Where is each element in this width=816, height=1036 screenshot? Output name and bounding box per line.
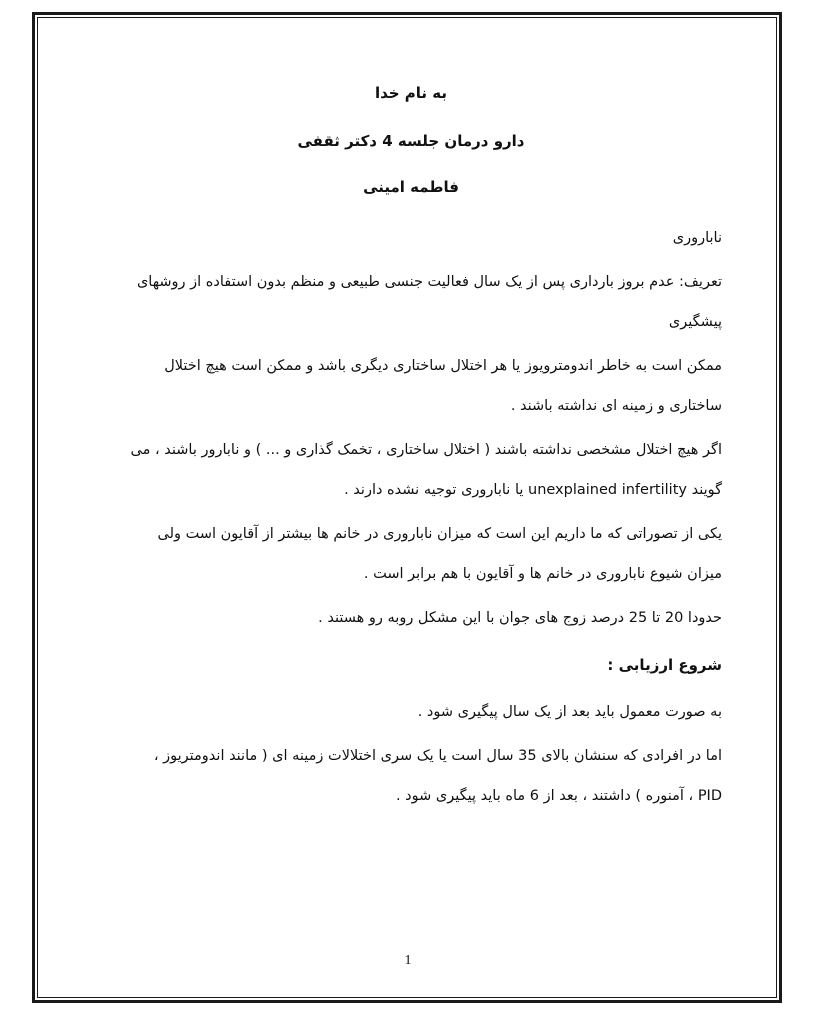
- title-author: فاطمه امینی: [363, 178, 459, 196]
- paragraph-line-5: اگر هیچ اختلال مشخصی نداشته باشند ( اختلال ساختاری ، تخمک گذاری و ... ) و نابارور باشند ، می: [130, 442, 722, 458]
- section-label: ناباروری: [672, 230, 722, 246]
- paragraph-line-11: اما در افرادی که سنشان بالای 35 سال است یا یک سری اختلالات زمینه ای ( مانند اندومتریوز ،: [153, 748, 722, 764]
- page-number: 1: [404, 953, 412, 968]
- definition-line-1: تعریف: عدم بروز بارداری پس از یک سال فعالیت جنسی طبیعی و منظم بدون استفاده از روشهای: [136, 274, 722, 290]
- paragraph-line-10: به صورت معمول باید بعد از یک سال پیگیری شود .: [417, 704, 722, 720]
- title-basmala: به نام خدا: [374, 84, 448, 102]
- paragraph-line-8: میزان شیوع ناباروری در خانم ها و آقایون با هم برابر است .: [363, 566, 722, 582]
- paragraph-line-3: ممکن است به خاطر اندومترویوز یا هر اختلال ساختاری دیگری باشد و ممکن است هیچ اختلال: [164, 358, 722, 374]
- title-session: دارو درمان جلسه 4 دکتر ثقفی: [297, 132, 525, 150]
- paragraph-line-4: ساختاری و زمینه ای نداشته باشند .: [510, 398, 722, 414]
- paragraph-line-7: یکی از تصوراتی که ما داریم این است که میزان ناباروری در خانم ها بیشتر از آقایون است ولی: [157, 526, 722, 542]
- page-border-inner: [37, 17, 777, 998]
- paragraph-line-12: PID ، آمنوره ) داشتند ، بعد از 6 ماه باید پیگیری شود .: [395, 788, 722, 804]
- definition-line-2: پیشگیری: [668, 314, 722, 330]
- paragraph-line-9: حدودا 20 تا 25 درصد زوج های جوان با این مشکل روبه رو هستند .: [318, 610, 722, 626]
- paragraph-line-6: گویند unexplained infertility یا ناباروری توجیه نشده دارند .: [344, 482, 722, 498]
- section-heading-evaluation: شروع ارزیابی :: [607, 656, 722, 674]
